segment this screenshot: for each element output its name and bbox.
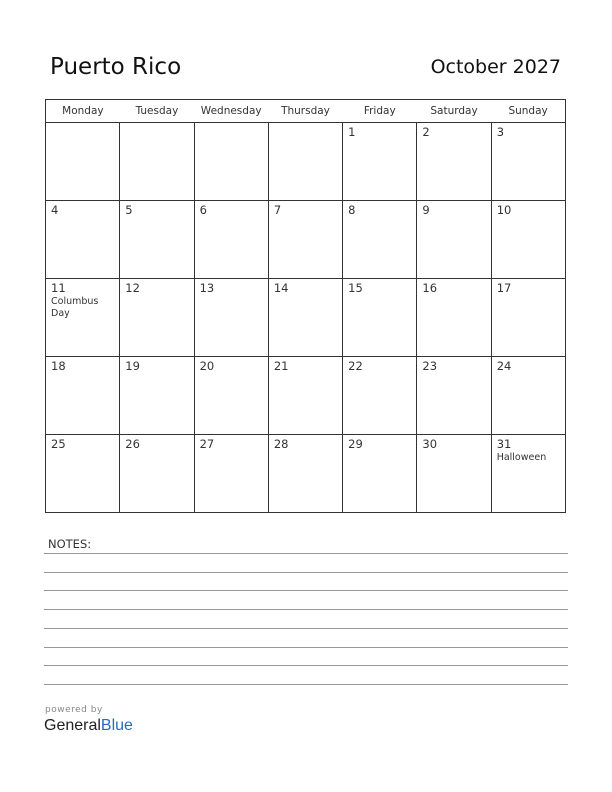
day-cell[interactable]: [268, 279, 342, 357]
day-number: 15: [348, 281, 363, 295]
day-cell[interactable]: [491, 201, 565, 279]
day-cell[interactable]: [46, 201, 120, 279]
brand-general: General: [44, 717, 101, 734]
day-number: 11: [51, 281, 66, 295]
day-cell[interactable]: [194, 357, 268, 435]
day-cell[interactable]: [343, 435, 417, 513]
country-title: Puerto Rico: [50, 54, 182, 80]
day-cell[interactable]: [194, 279, 268, 357]
note-line: [44, 590, 568, 591]
holiday-label: Halloween: [496, 452, 547, 463]
day-cell[interactable]: [491, 357, 565, 435]
day-number: 30: [422, 437, 438, 451]
calendar-body: [46, 123, 566, 513]
note-line: [44, 572, 568, 573]
day-number: 10: [496, 203, 512, 217]
day-number: 8: [348, 203, 356, 217]
day-cell[interactable]: [417, 123, 491, 201]
day-number: 4: [51, 203, 59, 217]
brand-blue: Blue: [100, 717, 133, 734]
day-cell[interactable]: [343, 279, 417, 357]
powered-by-text: powered by: [45, 705, 103, 715]
day-cell[interactable]: [120, 279, 194, 357]
day-number: 27: [199, 437, 215, 451]
holiday-label: Columbus Day: [51, 296, 99, 319]
weekday-header: Monday: [46, 100, 120, 123]
day-cell[interactable]: [46, 279, 120, 357]
day-number: 29: [348, 437, 363, 451]
day-cell[interactable]: [194, 435, 268, 513]
day-cell[interactable]: [268, 201, 342, 279]
day-cell[interactable]: [491, 123, 565, 201]
weekday-header: Wednesday: [194, 100, 268, 123]
day-number: 25: [51, 437, 66, 451]
day-number: 28: [273, 437, 289, 451]
day-number: 9: [422, 203, 430, 217]
day-cell[interactable]: [194, 123, 268, 201]
day-number: 17: [496, 281, 512, 295]
note-line: [44, 647, 568, 648]
day-cell[interactable]: [120, 357, 194, 435]
note-line: [44, 665, 568, 666]
day-cell[interactable]: [343, 201, 417, 279]
day-cell[interactable]: [417, 357, 491, 435]
day-cell[interactable]: [268, 357, 342, 435]
weekday-header: Friday: [343, 100, 417, 123]
day-cell[interactable]: [120, 123, 194, 201]
day-number: 22: [348, 359, 363, 373]
day-number: 31: [496, 437, 512, 451]
day-cell[interactable]: [417, 435, 491, 513]
day-cell[interactable]: [343, 357, 417, 435]
week-row: [46, 123, 566, 201]
week-row: [46, 357, 566, 435]
day-cell[interactable]: [120, 435, 194, 513]
day-number: 1: [348, 125, 356, 139]
weekday-header: Saturday: [417, 100, 491, 123]
day-number: 19: [125, 359, 140, 373]
day-cell[interactable]: [491, 279, 565, 357]
day-number: 7: [273, 203, 282, 217]
note-line: [44, 684, 568, 685]
day-number: 5: [125, 203, 133, 217]
day-cell[interactable]: [417, 279, 491, 357]
weekday-header: Sunday: [491, 100, 565, 123]
day-number: 3: [496, 125, 505, 139]
notes-label: NOTES:: [48, 537, 92, 551]
day-number: 12: [125, 281, 140, 295]
day-cell[interactable]: [417, 201, 491, 279]
calendar-grid: [45, 99, 566, 513]
day-cell[interactable]: [268, 123, 342, 201]
day-number: 16: [422, 281, 438, 295]
note-line: [44, 628, 568, 629]
week-row: [46, 279, 566, 357]
week-row: [46, 201, 566, 279]
weekday-header: Tuesday: [120, 100, 194, 123]
note-line: [44, 553, 568, 554]
note-line: [44, 609, 568, 610]
month-year-title: October 2027: [430, 56, 561, 78]
generalblue-logo[interactable]: [44, 717, 133, 735]
day-number: 18: [51, 359, 66, 373]
day-cell[interactable]: [268, 435, 342, 513]
weekday-header-row: [46, 100, 566, 123]
day-cell[interactable]: [46, 435, 120, 513]
day-cell[interactable]: [46, 357, 120, 435]
week-row: [46, 435, 566, 513]
day-number: 6: [199, 203, 207, 217]
day-number: 14: [273, 281, 289, 295]
day-number: 23: [422, 359, 438, 373]
day-number: 24: [496, 359, 512, 373]
day-cell[interactable]: [46, 123, 120, 201]
day-cell[interactable]: [120, 201, 194, 279]
day-number: 20: [199, 359, 215, 373]
day-number: 2: [422, 125, 430, 139]
day-number: 21: [273, 359, 289, 373]
day-cell[interactable]: [491, 435, 565, 513]
day-number: 26: [125, 437, 140, 451]
day-number: 13: [199, 281, 215, 295]
day-cell[interactable]: [343, 123, 417, 201]
weekday-header: Thursday: [268, 100, 342, 123]
day-cell[interactable]: [194, 201, 268, 279]
